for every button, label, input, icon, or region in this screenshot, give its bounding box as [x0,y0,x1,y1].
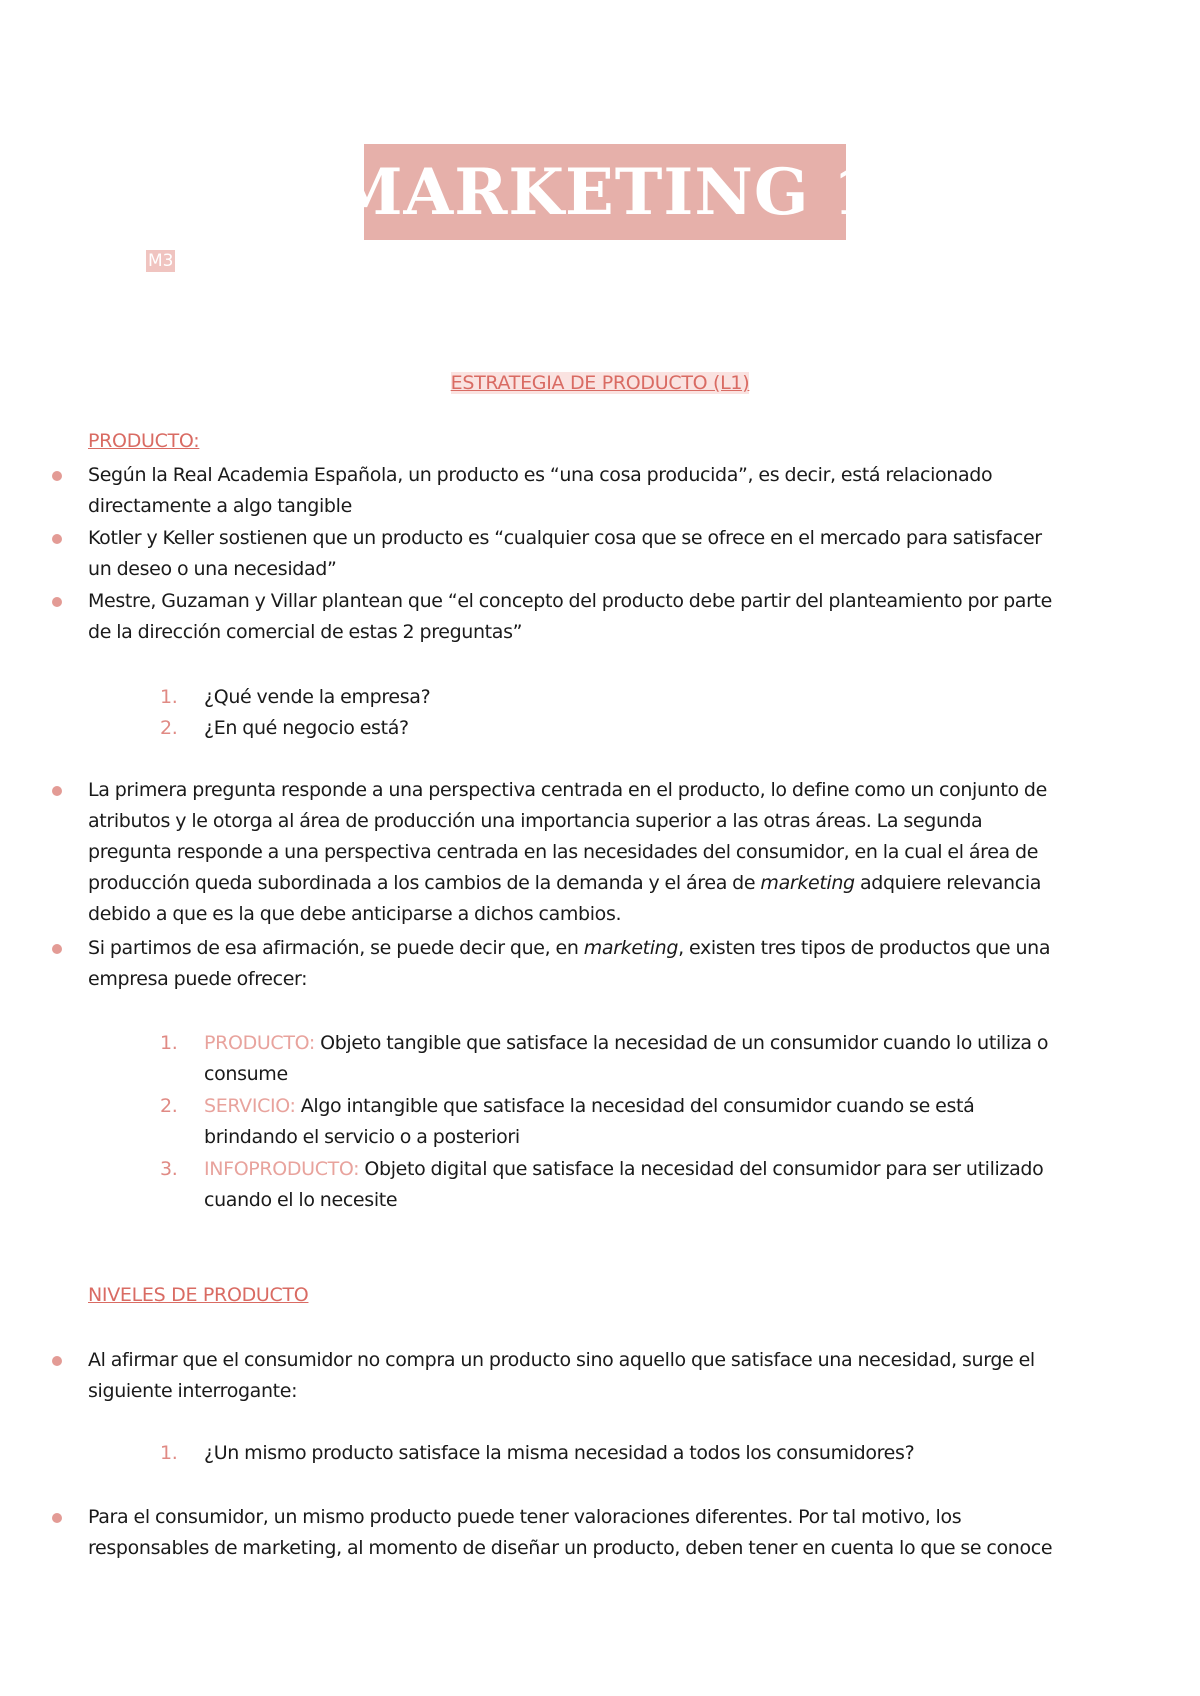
product-type-label: INFOPRODUCTO: [204,1158,360,1180]
bullet-dot [52,1513,62,1523]
product-type-text: Objeto digital que satisface la necesidad del consumidor para ser utilizado cuando el lo necesite [204,1158,1044,1211]
list-number: 1. [160,1442,178,1464]
bullet-text: , existen tres tipos de productos que una empresa puede ofrecer: [88,937,1051,990]
bullet-paragraph: Para el consumidor, un mismo producto puede tener valoraciones diferentes. Por tal motivo, los responsables de marketing, al momento de diseñar un producto, deben tener en cuenta lo que se conoce [88,1506,1053,1559]
italic-term: marketing [760,872,855,894]
list-number: 2. [160,717,178,739]
product-type-item [204,1154,1064,1216]
list-number: 3. [160,1158,178,1180]
bullet-paragraph [88,933,1068,995]
bullet-dot [52,944,62,954]
bullet-dot [52,786,62,796]
bullet-text: Si partimos de esa afirmación, se puede decir que, en [88,937,584,959]
product-type-label: PRODUCTO: [204,1032,315,1054]
bullet-paragraph: Al afirmar que el consumidor no compra un producto sino aquello que satisface una necesidad, surge el siguiente interrogante: [88,1349,1035,1402]
bullet-dot [52,471,62,481]
document-subtitle: M3 [148,251,174,271]
bullet-text: adquiere relevancia debido a que es la que debe anticiparse a dichos cambios. [88,872,1042,925]
bullet-dot [52,597,62,607]
bullet-paragraph: Según la Real Academia Española, un producto es “una cosa producida”, es decir, está relacionado directamente a algo tangible [88,464,993,517]
product-type-label: SERVICIO: [204,1095,296,1117]
question-item: ¿Qué vende la empresa? [204,686,431,708]
product-type-item [204,1091,1064,1153]
product-type-text: Algo intangible que satisface la necesidad del consumidor cuando se está brindando el servicio o a posteriori [204,1095,975,1148]
product-type-text: Objeto tangible que satisface la necesidad de un consumidor cuando lo utiliza o consume [204,1032,1049,1085]
list-number: 2. [160,1095,178,1117]
bullet-dot [52,1356,62,1366]
document-title: MARKETING 1 [331,154,879,230]
bullet-paragraph: Kotler y Keller sostienen que un producto es “cualquier cosa que se ofrece en el mercado para satisfacer un deseo o una necesidad” [88,527,1042,580]
question-item: ¿Un mismo producto satisface la misma necesidad a todos los consumidores? [204,1442,915,1464]
title-banner [331,144,879,240]
italic-term: marketing [583,937,679,959]
section-heading-text: ESTRATEGIA DE PRODUCTO (L1) [450,372,750,394]
bullet-paragraph: Mestre, Guzaman y Villar plantean que “el concepto del producto debe partir del planteamiento por parte de la dirección comercial de estas 2 preguntas” [88,590,1052,643]
bullet-text: La primera pregunta responde a una perspectiva centrada en el producto, lo define como un conjunto de atributos y le otorga al área de producción una importancia superior a las otras áreas. La segunda pregunta responde a una perspectiva centrada en las necesidades del consumidor, en la cual el área de producción queda subordinada a los cambios de la demanda y el área de [88,779,1047,894]
bullet-paragraph [88,775,1068,930]
section-heading [0,370,1200,396]
list-number: 1. [160,686,178,708]
product-type-item [204,1028,1064,1090]
bullet-dot [52,534,62,544]
niveles-label: NIVELES DE PRODUCTO [88,1284,309,1306]
question-item: ¿En qué negocio está? [204,717,409,739]
list-number: 1. [160,1032,178,1054]
producto-label: PRODUCTO: [88,430,200,452]
